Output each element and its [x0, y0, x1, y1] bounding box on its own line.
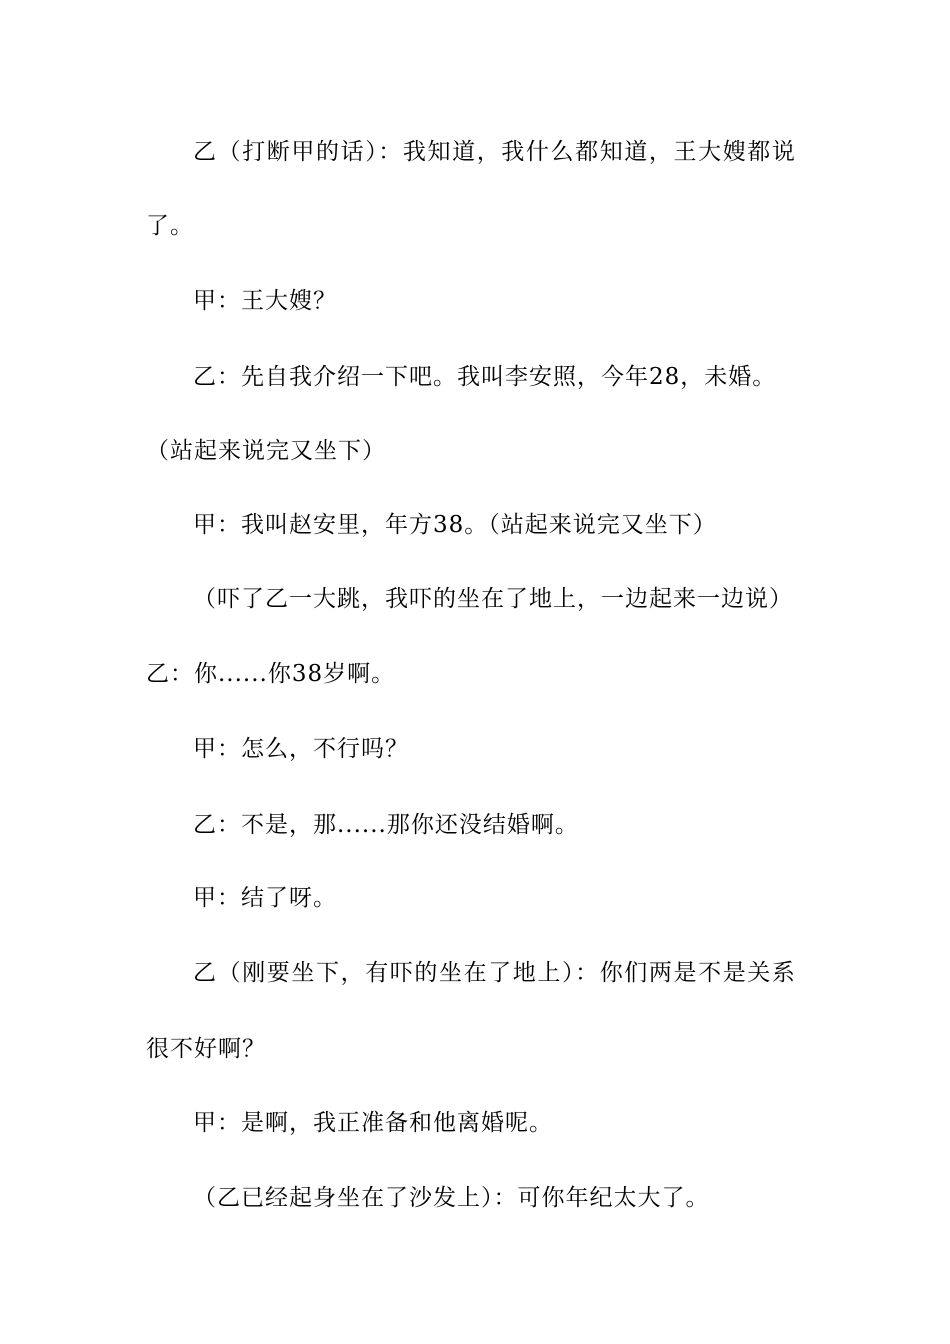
dialogue-line: 很不好啊？ [146, 1036, 266, 1062]
dialogue-line: 甲：怎么，不行吗？ [193, 736, 409, 762]
dialogue-line: （吓了乙一大跳，我吓的坐在了地上，一边起来一边说） [193, 586, 793, 612]
dialogue-line: （站起来说完又坐下） [146, 438, 386, 464]
dialogue-line: 乙（打断甲的话）：我知道，我什么都知道，王大嫂都说 [193, 139, 797, 165]
dialogue-line: 甲：结了呀。 [193, 885, 337, 911]
dialogue-line: 甲：我叫赵安里，年方38。（站起来说完又坐下） [193, 512, 717, 538]
dialogue-line: 甲：王大嫂？ [193, 288, 337, 314]
dialogue-line: 乙：你......你38岁啊。 [146, 661, 396, 687]
dialogue-line: 乙：先自我介绍一下吧。我叫李安照，今年28，未婚。 [193, 364, 777, 390]
dialogue-line: 了。 [146, 213, 194, 239]
dialogue-line: 乙（刚要坐下，有吓的坐在了地上）：你们两是不是关系 [193, 960, 797, 986]
dialogue-line: 乙：不是，那......那你还没结婚啊。 [193, 812, 579, 838]
dialogue-line: （乙已经起身坐在了沙发上）：可你年纪太大了。 [193, 1185, 710, 1211]
dialogue-line: 甲：是啊，我正准备和他离婚呢。 [193, 1110, 553, 1136]
